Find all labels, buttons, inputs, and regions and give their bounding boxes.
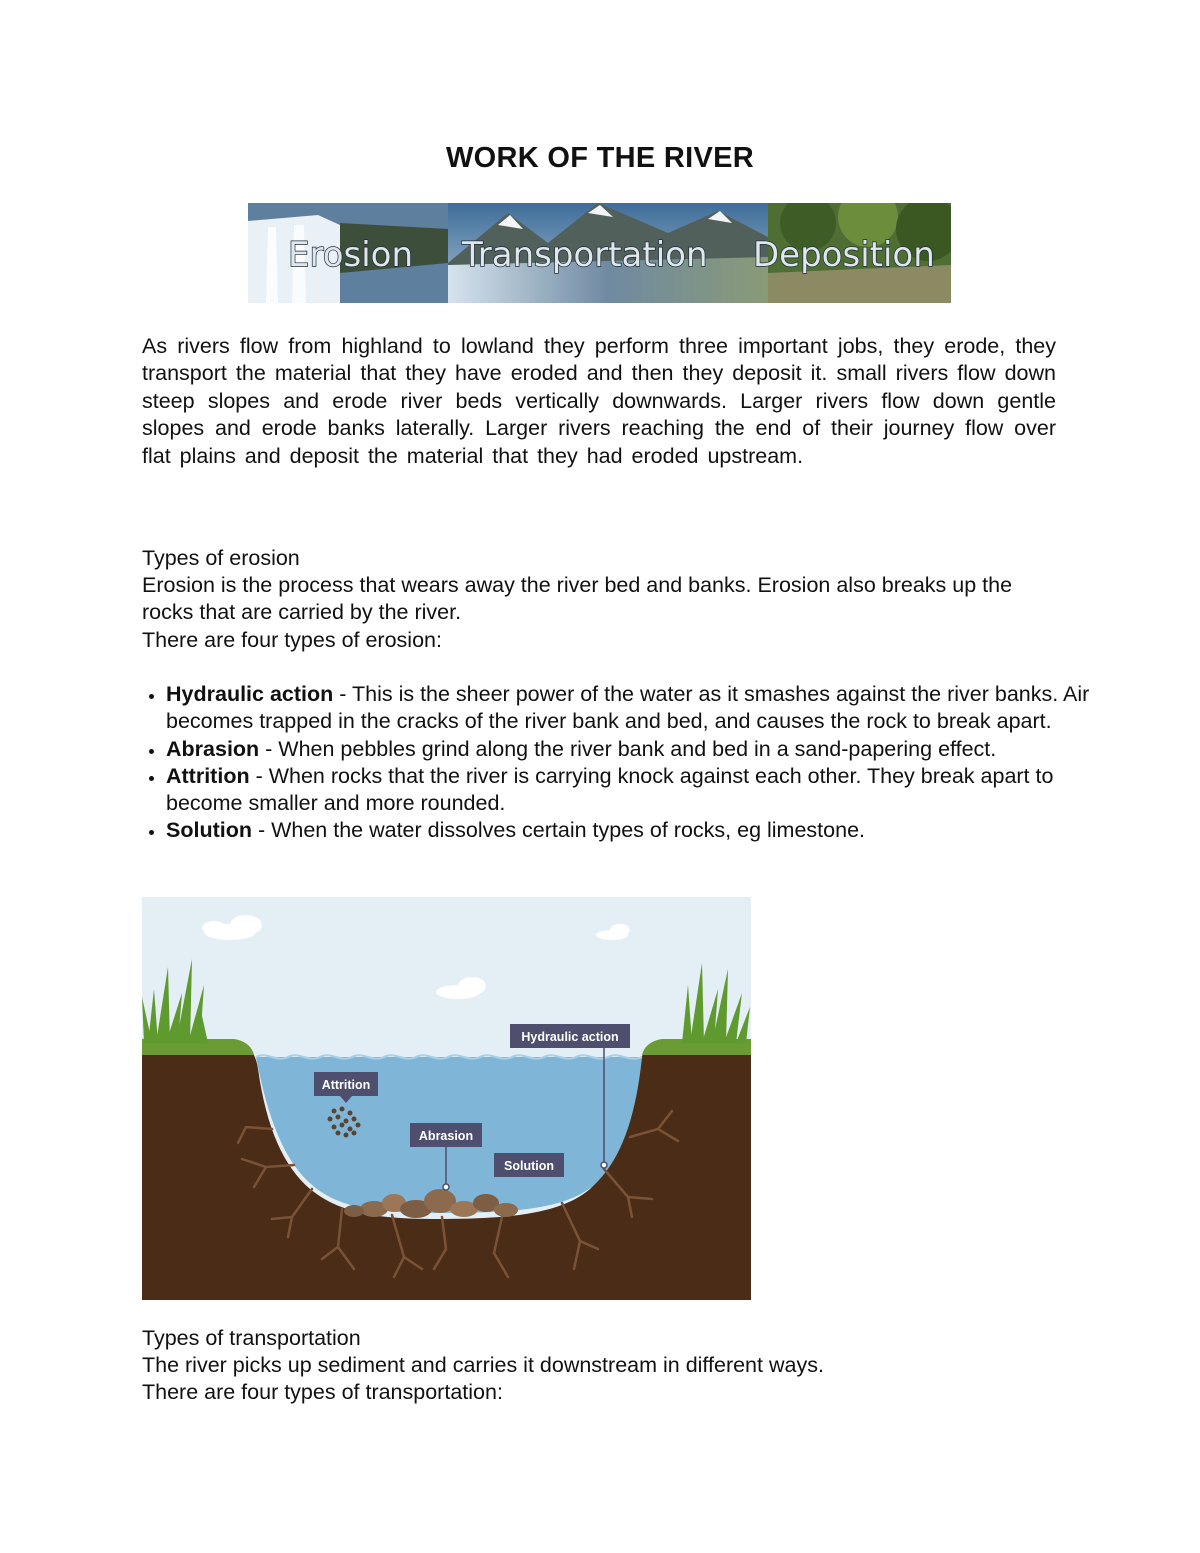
list-item-abrasion	[166, 736, 1106, 763]
term-attrition: Attrition	[166, 763, 250, 788]
intro-paragraph: As rivers flow from highland to lowland they perform three important jobs, they erode, they transport the material that they have eroded and then they deposit it. small rivers flow down steep slopes and erode river beds vertically downwards. Larger rivers flow down gentle slopes and erode banks laterally. Larger rivers reaching the end of their journey flow over flat plains and deposit the material that they had eroded upstream.	[142, 334, 1056, 468]
term-abrasion: Abrasion	[166, 736, 260, 761]
label-attrition-text: Attrition	[321, 1078, 371, 1092]
river-cross-section	[142, 897, 751, 1300]
label-solution-text: Solution	[504, 1159, 554, 1173]
banner-word-transportation: Transportation	[462, 235, 708, 275]
erosion-count-line: There are four types of erosion:	[142, 628, 442, 652]
erosion-description: Erosion is the process that wears away the river bed and banks. Erosion also breaks up the rocks that are carried by the river.	[142, 573, 1013, 625]
definition-abrasion: - When pebbles grind along the river bank and bed in a sand-papering effect.	[259, 736, 997, 761]
transportation-description: The river picks up sediment and carries it downstream in different ways.	[142, 1353, 824, 1377]
transportation-heading: Types of transportation	[142, 1326, 361, 1350]
definition-hydraulic-action: - This is the sheer power of the water as it smashes against the river banks. Air becomes trapped in the cracks of the river bank and bed, and causes the rock to break apart.	[166, 682, 1090, 734]
erosion-types-list	[124, 681, 1106, 845]
term-solution: Solution	[166, 818, 252, 843]
label-hydraulic-action-text: Hydraulic action	[521, 1030, 619, 1044]
definition-solution: - When the water dissolves certain types of rocks, eg limestone.	[251, 818, 865, 843]
erosion-heading: Types of erosion	[142, 546, 300, 570]
erosion-diagram	[142, 897, 751, 1300]
banner-image	[248, 203, 951, 303]
page-title: WORK OF THE RIVER	[446, 142, 754, 174]
banner-word-erosion: Erosion	[288, 235, 414, 275]
label-solution	[494, 1153, 564, 1177]
list-item-solution	[166, 817, 1106, 844]
definition-attrition: - When rocks that the river is carrying knock against each other. They break apart to become smaller and more rounded.	[166, 763, 1054, 816]
transportation-count-line: There are four types of transportation:	[142, 1380, 503, 1404]
list-item-attrition	[166, 763, 1106, 818]
list-item-hydraulic-action	[166, 681, 1106, 736]
banner-graphic	[248, 203, 951, 303]
label-abrasion-text: Abrasion	[418, 1129, 474, 1143]
banner-word-deposition: Deposition	[753, 235, 935, 275]
term-hydraulic-action: Hydraulic action	[166, 682, 334, 706]
